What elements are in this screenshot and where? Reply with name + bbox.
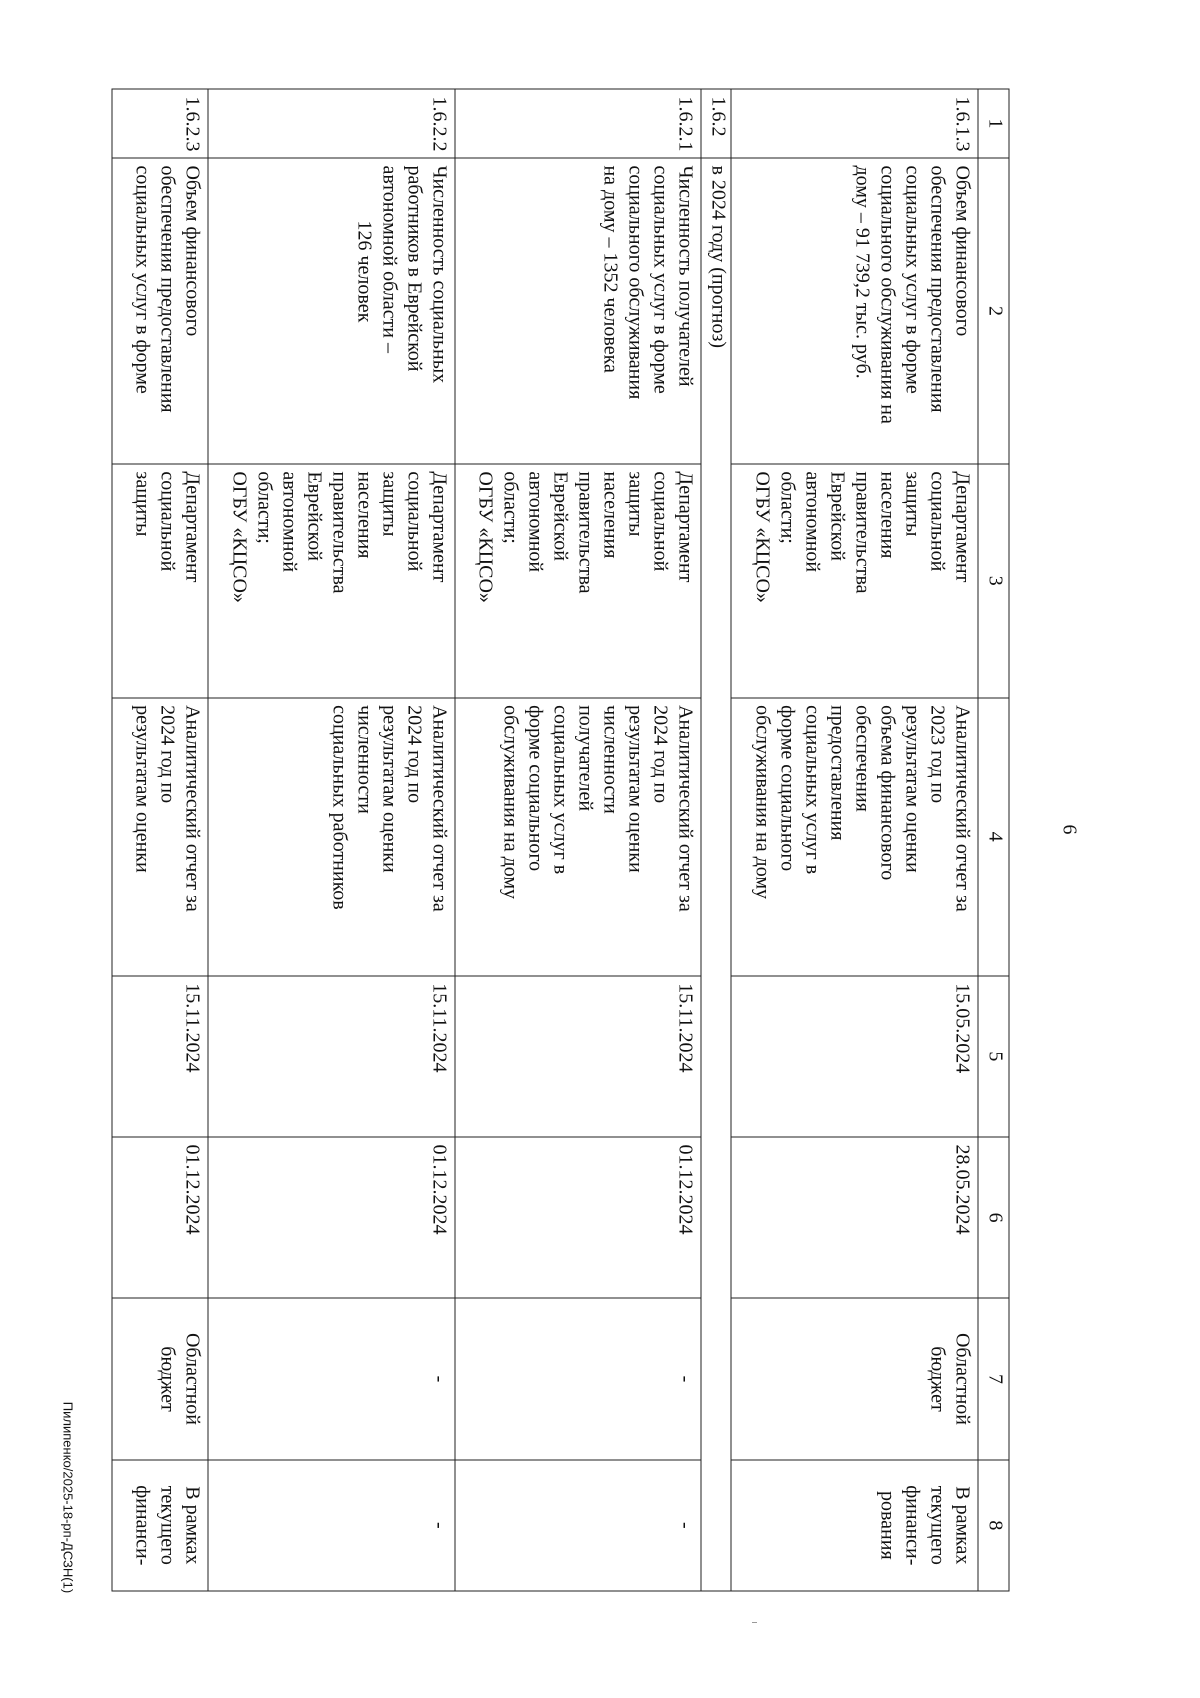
start-date-cell: 15.11.2024 xyxy=(112,976,208,1137)
plan-table xyxy=(112,89,1010,1592)
indicator-cell: Численность получателей социальных услуг в форме социального обслуживания на дому – 1352 человека xyxy=(455,158,702,464)
row-number: 1.6.2 xyxy=(701,89,731,158)
header-cell: 2 xyxy=(978,158,1009,464)
header-cell: 6 xyxy=(978,1137,1009,1298)
result-document-cell: Аналитический отчет за 2024 год по результатам оценки численности получателей социальных услуг в форме социального обслуживания на дому xyxy=(455,698,702,976)
header-cell: 4 xyxy=(978,698,1009,976)
header-cell: 5 xyxy=(978,976,1009,1137)
table-row xyxy=(112,89,208,1591)
responsible-cell: Департамент социальной защиты населения правительства Еврейской автономной области; ОГБУ «КЦСО» xyxy=(455,464,702,698)
header-cell: 1 xyxy=(978,89,1009,158)
plan-table-rotated xyxy=(112,89,1010,1592)
end-date-cell: 28.05.2024 xyxy=(731,1137,978,1298)
funding-amount-cell: - xyxy=(455,1460,702,1591)
row-number: 1.6.2.1 xyxy=(455,89,702,158)
end-date-cell: 01.12.2024 xyxy=(208,1137,455,1298)
responsible-cell: Департамент социальной защиты населения правительства Еврейской автономной области; ОГБУ «КЦСО» xyxy=(731,464,978,698)
scan-speck xyxy=(752,1622,757,1623)
table-row xyxy=(208,89,455,1591)
row-number: 1.6.2.2 xyxy=(208,89,455,158)
responsible-cell: Департамент социальной защиты населения правительства Еврейской автономной области; ОГБУ «КЦСО» xyxy=(208,464,455,698)
responsible-cell: Департамент социальной защиты xyxy=(112,464,208,698)
header-row xyxy=(978,89,1009,1591)
indicator-cell: Объем финансового обеспечения предоставления социальных услуг в форме xyxy=(112,158,208,464)
start-date-cell: 15.11.2024 xyxy=(455,976,702,1137)
section-title: в 2024 году (прогноз) xyxy=(701,158,731,1591)
end-date-cell: 01.12.2024 xyxy=(455,1137,702,1298)
funding-amount-cell: - xyxy=(208,1460,455,1591)
start-date-cell: 15.11.2024 xyxy=(208,976,455,1137)
result-document-cell: Аналитический отчет за 2024 год по результатам оценки численности социальных работников xyxy=(208,698,455,976)
indicator-cell: Объем финансового обеспечения предоставления социальных услуг в форме социального обслуживания на дому – 91 739,2 тыс. руб. xyxy=(731,158,978,464)
end-date-cell: 01.12.2024 xyxy=(112,1137,208,1298)
funding-source-cell: - xyxy=(208,1298,455,1459)
funding-amount-cell: В рамках текущего финанси- рования xyxy=(731,1460,978,1591)
funding-source-cell: - xyxy=(455,1298,702,1459)
header-cell: 7 xyxy=(978,1298,1009,1459)
footer-document-id: Пилипенко/2025-18-рп-ДСЗН(1) xyxy=(60,1401,76,1594)
table-row xyxy=(731,89,978,1591)
indicator-cell: Численность социальных работников в Еврейской автономной области – 126 человек xyxy=(208,158,455,464)
header-cell: 8 xyxy=(978,1460,1009,1591)
table-row xyxy=(455,89,702,1591)
funding-amount-cell: В рамках текущего финанси- xyxy=(112,1460,208,1591)
row-number: 1.6.2.3 xyxy=(112,89,208,158)
funding-source-cell: Областной бюджет xyxy=(112,1298,208,1459)
funding-source-cell: Областной бюджет xyxy=(731,1298,978,1459)
start-date-cell: 15.05.2024 xyxy=(731,976,978,1137)
row-number: 1.6.1.3 xyxy=(731,89,978,158)
result-document-cell: Аналитический отчет за 2023 год по результатам оценки объема финансового обеспечения предоставления социальных услуг в форме социального обслуживания на дому xyxy=(731,698,978,976)
header-cell: 3 xyxy=(978,464,1009,698)
page-number: 6 xyxy=(1058,824,1081,835)
result-document-cell: Аналитический отчет за 2024 год по результатам оценки xyxy=(112,698,208,976)
section-row xyxy=(701,89,731,1591)
